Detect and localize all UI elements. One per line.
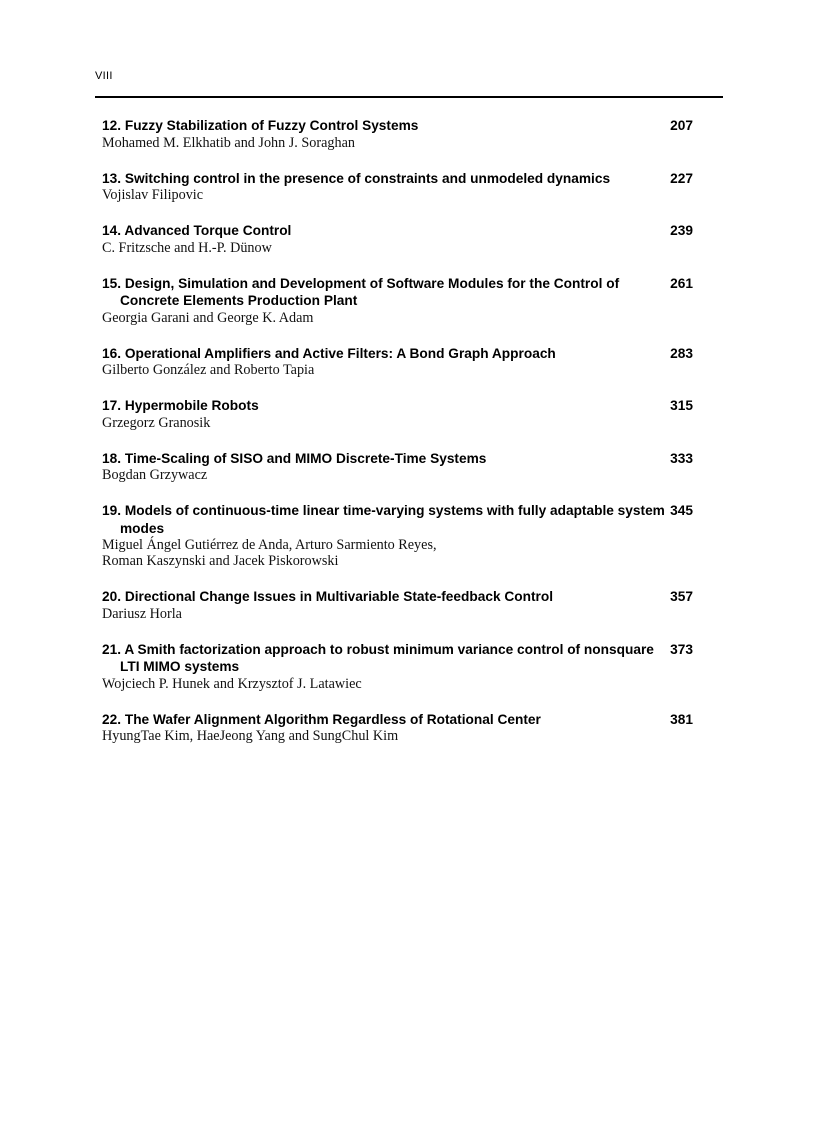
page-header <box>95 70 723 98</box>
chapter-authors: Wojciech P. Hunek and Krzysztof J. Latawiec <box>102 675 362 692</box>
toc-entry-15[interactable] <box>102 275 702 326</box>
chapter-title[interactable]: 17. Hypermobile Robots <box>102 398 259 413</box>
chapter-page-number[interactable]: 345 <box>670 503 693 518</box>
chapter-authors: Mohamed M. Elkhatib and John J. Soraghan <box>102 134 355 151</box>
chapter-title[interactable]: 19. Models of continuous-time linear time-varying systems with fully adaptable system modes <box>102 503 665 536</box>
chapter-title[interactable]: 15. Design, Simulation and Development of Software Modules for the Control of Concrete Elements Production Plant <box>102 275 620 308</box>
chapter-authors: HyungTae Kim, HaeJeong Yang and SungChul Kim <box>102 728 399 744</box>
chapter-page-number[interactable]: 261 <box>670 275 693 291</box>
toc-entry-20[interactable] <box>102 588 702 622</box>
toc-entry-13[interactable] <box>102 170 702 204</box>
chapter-page-number[interactable]: 283 <box>670 345 693 361</box>
chapter-title[interactable]: 21. A Smith factorization approach to robust minimum variance control of nonsquare LTI MIMO systems <box>102 641 654 674</box>
chapter-page-number[interactable]: 207 <box>670 118 693 133</box>
toc-entry-19[interactable] <box>102 502 702 569</box>
chapter-page-number[interactable]: 357 <box>670 589 693 604</box>
toc-entry-12[interactable] <box>102 117 702 151</box>
chapter-authors: Miguel Ángel Gutiérrez de Anda, Arturo Sarmiento Reyes, Roman Kaszynski and Jacek Piskorowski <box>102 537 437 569</box>
chapter-authors: Georgia Garani and George K. Adam <box>102 309 314 326</box>
chapter-page-number[interactable]: 227 <box>670 170 693 186</box>
chapter-authors: Vojislav Filipovic <box>102 187 204 203</box>
chapter-authors: Grzegorz Granosik <box>102 414 211 431</box>
chapter-title[interactable]: 13. Switching control in the presence of constraints and unmodeled dynamics <box>102 170 611 186</box>
table-of-contents <box>102 117 702 763</box>
toc-entry-21[interactable] <box>102 641 702 692</box>
toc-entry-22[interactable] <box>102 711 702 745</box>
chapter-title[interactable]: 20. Directional Change Issues in Multivariable State-feedback Control <box>102 589 554 604</box>
chapter-title[interactable]: 22. The Wafer Alignment Algorithm Regardless of Rotational Center <box>102 711 541 727</box>
chapter-page-number[interactable]: 239 <box>670 223 693 238</box>
chapter-title[interactable]: 14. Advanced Torque Control <box>102 223 292 238</box>
toc-entry-16[interactable] <box>102 345 702 379</box>
chapter-page-number[interactable]: 373 <box>670 641 693 657</box>
chapter-page-number[interactable]: 315 <box>670 398 693 413</box>
chapter-authors: Bogdan Grzywacz <box>102 467 208 483</box>
toc-entry-18[interactable] <box>102 450 702 484</box>
chapter-authors: Dariusz Horla <box>102 605 182 622</box>
chapter-title[interactable]: 12. Fuzzy Stabilization of Fuzzy Control Systems <box>102 118 419 133</box>
chapter-authors: C. Fritzsche and H.-P. Dünow <box>102 239 272 256</box>
chapter-page-number[interactable]: 333 <box>670 450 693 466</box>
chapter-authors: Gilberto González and Roberto Tapia <box>102 362 315 378</box>
toc-entry-14[interactable] <box>102 222 702 256</box>
chapter-title[interactable]: 18. Time-Scaling of SISO and MIMO Discrete-Time Systems <box>102 450 487 466</box>
toc-entry-17[interactable] <box>102 397 702 431</box>
chapter-page-number[interactable]: 381 <box>670 711 693 727</box>
page-number: VIII <box>95 70 113 82</box>
chapter-title[interactable]: 16. Operational Amplifiers and Active Filters: A Bond Graph Approach <box>102 345 556 361</box>
